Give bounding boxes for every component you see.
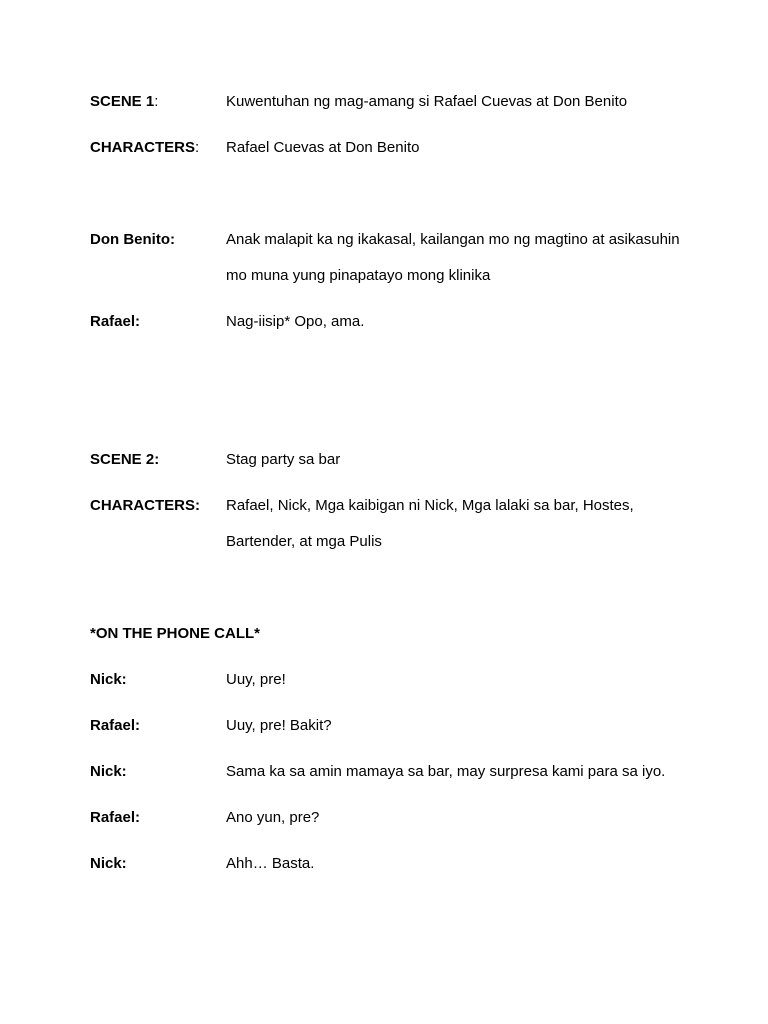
speaker-name: Rafael: [90, 717, 141, 734]
scene2-characters-label: CHARACTERS: [90, 497, 200, 514]
speaker-name: Nick: [90, 671, 127, 688]
dialogue-text: Nag-iisip* Opo, ama. [226, 313, 365, 330]
speaker-name: Rafael: [90, 313, 141, 330]
dialogue-text: Anak malapit ka ng ikakasal, kailangan mo ng magtino at asikasuhin mo muna yung pinapatayo mong klinika [226, 231, 680, 284]
scene1-characters: Rafael Cuevas at Don Benito [226, 139, 420, 156]
dialogue-text: Ahh… Basta. [226, 855, 315, 872]
scene2-description: Stag party sa bar [226, 451, 341, 468]
scene2-characters: Rafael, Nick, Mga kaibigan ni Nick, Mga lalaki sa bar, Hostes, Bartender, at mga Pulis [226, 497, 634, 550]
dialogue-text: Sama ka sa amin mamaya sa bar, may surpresa kami para sa iyo. [226, 763, 666, 780]
speaker-name: Nick: [90, 763, 127, 780]
scene1-characters-label: CHARACTERS: [90, 139, 200, 156]
dialogue-text: Uuy, pre! [226, 671, 286, 688]
speaker-name: Nick: [90, 855, 127, 872]
speaker-name: Don Benito: [90, 231, 175, 248]
dialogue-text: Ano yun, pre? [226, 809, 320, 826]
scene1-description: Kuwentuhan ng mag-amang si Rafael Cuevas at Don Benito [226, 93, 628, 110]
speaker-name: Rafael: [90, 809, 141, 826]
stage-direction: *ON THE PHONE CALL* [90, 625, 261, 642]
scene1-label: SCENE 1: [90, 93, 159, 110]
scene2-label: SCENE 2: [90, 451, 160, 468]
dialogue-text: Uuy, pre! Bakit? [226, 717, 332, 734]
